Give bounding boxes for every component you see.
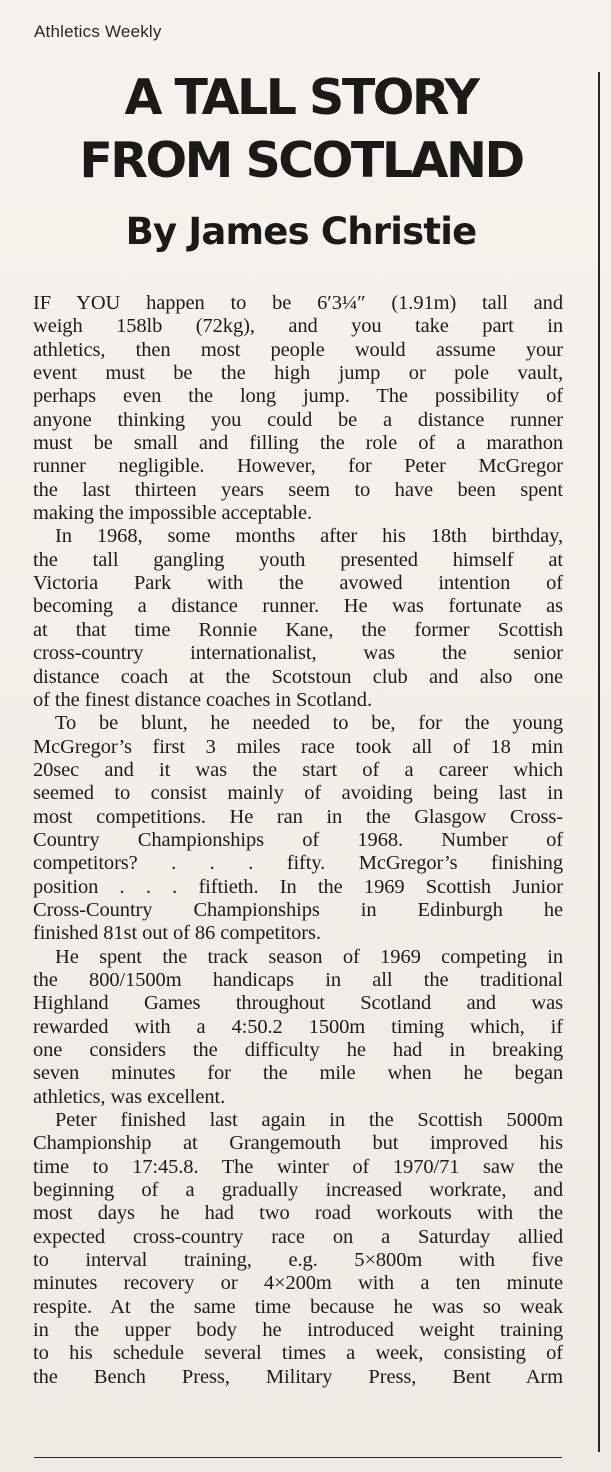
article-line: event must be the high jump or pole vault, — [33, 362, 563, 385]
article-line: Cross-Country Championships in Edinburgh he — [33, 898, 563, 921]
article-line: the 800/1500m handicaps in all the traditional — [33, 968, 563, 991]
article-line: anyone thinking you could be a distance runner — [33, 408, 563, 431]
article-line: runner negligible. However, for Peter McGregor — [33, 455, 563, 478]
article-line: IF YOU happen to be 6′3¼″ (1.91m) tall and — [33, 292, 563, 314]
article-line: making the impossible acceptable. — [33, 502, 313, 525]
article-body — [33, 292, 563, 1389]
article-line: of the finest distance coaches in Scotland. — [33, 688, 372, 711]
article-line: He spent the track season of 1969 competing in — [55, 945, 563, 968]
headline-line-1: A TALL STORY — [124, 69, 478, 126]
article-line: respite. At the same time because he was so weak — [33, 1295, 563, 1318]
article-line: Country Championships of 1968. Number of — [33, 828, 563, 851]
headline-line-2: FROM SCOTLAND — [79, 132, 523, 189]
bottom-rule — [34, 1457, 562, 1458]
article-line: athletics, was excellent. — [33, 1085, 226, 1108]
headline — [20, 66, 582, 192]
article-line: To be blunt, he needed to be, for the young — [55, 712, 563, 735]
article-line: the tall gangling youth presented himself at — [33, 548, 563, 571]
article-line: athletics, then most people would assume your — [33, 338, 563, 361]
article-line: cross-country internationalist, was the senior — [33, 642, 563, 665]
article-line: one considers the difficulty he had in breaking — [33, 1039, 563, 1061]
article-line: minutes recovery or 4×200m with a ten minute — [33, 1272, 563, 1295]
article-line: 20sec and it was the start of a career which — [33, 758, 563, 781]
article-line: expected cross-country race on a Saturday allied — [33, 1225, 563, 1248]
article-line: becoming a distance runner. He was fortunate as — [33, 595, 563, 618]
article-line: McGregor’s first 3 miles race took all of 18 min — [33, 735, 563, 758]
article-line: In 1968, some months after his 18th birthday, — [55, 525, 563, 548]
article-line: perhaps even the long jump. The possibility of — [33, 385, 563, 408]
article-line: to his schedule several times a week, consisting of — [33, 1342, 563, 1365]
article-line: to interval training, e.g. 5×800m with five — [33, 1249, 563, 1272]
article-line: finished 81st out of 86 competitors. — [33, 922, 321, 945]
article-line: seemed to consist mainly of avoiding being last in — [33, 782, 563, 805]
byline: By James Christie — [125, 210, 477, 253]
article-line: the last thirteen years seem to have been spent — [33, 478, 563, 501]
publication-name: Athletics Weekly — [34, 22, 162, 41]
column-rule — [598, 72, 600, 1452]
article-line: Highland Games throughout Scotland and was — [33, 992, 563, 1015]
article-line: most competitions. He ran in the Glasgow Cross- — [33, 805, 563, 828]
article-line: beginning of a gradually increased workrate, and — [33, 1179, 563, 1202]
article-line: seven minutes for the mile when he began — [33, 1062, 563, 1085]
article-line: must be small and filling the role of a marathon — [33, 432, 563, 455]
article-line: position . . . fiftieth. In the 1969 Scottish Junior — [33, 875, 563, 898]
article-line: competitors? . . . fifty. McGregor’s finishing — [33, 852, 563, 875]
article-line: distance coach at the Scotstoun club and also one — [33, 665, 563, 688]
article-line: weigh 158lb (72kg), and you take part in — [33, 315, 563, 338]
article-line: the Bench Press, Military Press, Bent Arm — [33, 1365, 563, 1388]
article-line: rewarded with a 4:50.2 1500m timing which, if — [33, 1015, 563, 1038]
article-line: at that time Ronnie Kane, the former Scottish — [33, 618, 563, 641]
article-line: in the upper body he introduced weight training — [33, 1319, 563, 1342]
article-line: most days he had two road workouts with the — [33, 1202, 563, 1225]
article-line: Peter finished last again in the Scottish 5000m — [55, 1109, 563, 1132]
article-line: time to 17:45.8. The winter of 1970/71 saw the — [33, 1155, 563, 1178]
article-line: Championship at Grangemouth but improved his — [33, 1132, 563, 1155]
article-line: Victoria Park with the avowed intention of — [33, 572, 563, 595]
